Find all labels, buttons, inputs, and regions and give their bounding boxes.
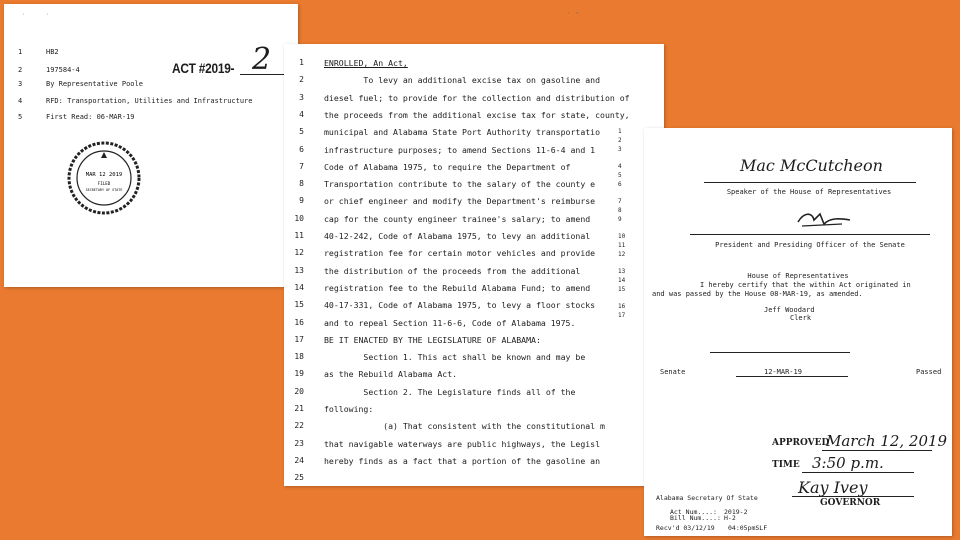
bill-num-value: H-2 bbox=[724, 514, 736, 522]
act-text-line: Code of Alabama 1975, to require the Department of bbox=[324, 161, 571, 172]
president-signature-scribble bbox=[794, 208, 854, 232]
clerk-title: Clerk bbox=[790, 314, 812, 322]
signature-page bbox=[644, 128, 952, 536]
line-number: 7 bbox=[299, 161, 304, 171]
act-text-line: registration fee for certain motor vehicles and provide bbox=[324, 248, 596, 259]
line-number: 12 bbox=[294, 248, 304, 258]
president-title: President and Presiding Officer of the Senate bbox=[715, 241, 905, 249]
senate-date: 12-MAR-19 bbox=[764, 368, 802, 376]
committee-referral: RFD: Transportation, Utilities and Infrastructure bbox=[46, 97, 253, 105]
act-text-line: and to repeal Section 11-6-6, Code of Alabama 1975. bbox=[324, 317, 576, 328]
first-read-date: First Read: 06-MAR-19 bbox=[46, 113, 135, 121]
margin-number: 1 bbox=[618, 128, 622, 135]
line-number: 25 bbox=[294, 473, 304, 483]
line-number: 3 bbox=[299, 92, 304, 102]
line-number: 2 bbox=[299, 75, 304, 85]
speaker-signature-line bbox=[704, 182, 916, 183]
line-number: 4 bbox=[18, 97, 23, 105]
act-label: ACT #2019- bbox=[172, 60, 235, 76]
line-number: 4 bbox=[299, 109, 304, 119]
act-num-label: Act Num....: bbox=[670, 508, 717, 516]
margin-number: 5 bbox=[618, 172, 622, 179]
act-text-line: the distribution of the proceeds from the additional bbox=[324, 265, 581, 276]
act-number-handwritten: 2 bbox=[252, 42, 272, 77]
margin-number: 4 bbox=[618, 163, 622, 170]
margin-number: 3 bbox=[618, 146, 622, 153]
margin-number: 12 bbox=[618, 251, 626, 258]
approved-line bbox=[822, 450, 932, 451]
margin-number: 7 bbox=[618, 198, 622, 205]
received-time: 04:05pmSLF bbox=[728, 524, 768, 532]
line-number: 13 bbox=[294, 265, 304, 275]
act-text-line: the proceeds from the additional excise tax for state, county, bbox=[324, 109, 630, 120]
act-number-underline bbox=[240, 74, 284, 75]
margin-number: 16 bbox=[618, 303, 626, 310]
senate-date-line bbox=[736, 376, 848, 377]
line-number: 14 bbox=[294, 282, 304, 292]
act-text-line: as the Rebuild Alabama Act. bbox=[324, 369, 458, 380]
president-signature-line bbox=[690, 234, 930, 235]
time-handwritten: 3:50 p.m. bbox=[812, 454, 884, 472]
line-number: 11 bbox=[294, 231, 304, 240]
line-number: 21 bbox=[294, 404, 304, 413]
line-number: 6 bbox=[299, 144, 304, 154]
line-number: 8 bbox=[299, 179, 304, 189]
certify-line-2: and was passed by the House 08-MAR-19, as amended. bbox=[652, 290, 863, 298]
margin-number: 8 bbox=[618, 207, 622, 214]
line-number: 24 bbox=[294, 455, 304, 465]
approved-label: APPROVED bbox=[772, 438, 830, 448]
line-number: 19 bbox=[294, 369, 304, 379]
margin-number: 13 bbox=[618, 268, 626, 275]
line-number: 10 bbox=[294, 213, 304, 223]
act-text-line: BE IT ENACTED BY THE LEGISLATURE OF ALABAMA: bbox=[324, 334, 541, 345]
clerk-name: Jeff Woodard bbox=[764, 306, 815, 314]
line-number: 20 bbox=[294, 386, 304, 396]
line-number: 3 bbox=[18, 80, 23, 88]
margin-number: 14 bbox=[618, 277, 626, 284]
act-text-line: municipal and Alabama State Port Authority transportatio bbox=[324, 127, 601, 138]
act-text-line: cap for the county engineer trainee's salary; to amend bbox=[324, 213, 591, 224]
margin-number: 6 bbox=[618, 181, 622, 188]
time-line bbox=[802, 472, 914, 473]
senate-status: Passed bbox=[916, 368, 942, 376]
margin-number: 15 bbox=[618, 286, 626, 293]
scan-marks: · · ' " bbox=[22, 12, 579, 18]
bill-num-label: Bill Num....: bbox=[670, 514, 721, 522]
speaker-title: Speaker of the House of Representatives bbox=[726, 188, 892, 196]
act-text-line: that navigable waterways are public highways, the Legisl bbox=[324, 438, 601, 449]
margin-number: 2 bbox=[618, 137, 622, 144]
stamp-line2: SECRETARY OF STATE bbox=[85, 188, 123, 192]
act-text-line: (a) That consistent with the constitutional m bbox=[324, 421, 605, 432]
margin-line-numbers bbox=[618, 128, 625, 319]
act-text-line: Section 2. The Legislature finds all of the bbox=[324, 386, 576, 397]
act-text-line: 40-12-242, Code of Alabama 1975, to levy an additional bbox=[324, 231, 591, 241]
governor-label: GOVERNOR bbox=[820, 498, 881, 508]
act-num-value: 2019-2 bbox=[724, 508, 748, 516]
senate-label: Senate bbox=[660, 368, 686, 376]
margin-number: 11 bbox=[618, 242, 626, 249]
line-number: 16 bbox=[294, 317, 304, 327]
secretary-of-state-seal-stamp bbox=[66, 140, 142, 216]
act-text-line: To levy an additional excise tax on gasoline and bbox=[324, 75, 601, 86]
line-number: 15 bbox=[294, 300, 304, 310]
bill-code: 197584-4 bbox=[46, 66, 80, 74]
line-number: 22 bbox=[294, 421, 304, 431]
line-number: 5 bbox=[299, 127, 304, 137]
line-number: 1 bbox=[299, 58, 304, 67]
sos-label: Alabama Secretary Of State bbox=[656, 494, 758, 502]
line-number: 2 bbox=[18, 66, 23, 74]
speaker-signature: Mac McCutcheon bbox=[740, 156, 883, 175]
line-number: 17 bbox=[294, 334, 304, 344]
line-number: 5 bbox=[18, 113, 23, 121]
governor-signature: Kay Ivey bbox=[798, 478, 868, 497]
margin-number: 9 bbox=[618, 216, 622, 223]
bill-id: HB2 bbox=[46, 48, 59, 56]
governor-signature-line bbox=[792, 496, 914, 497]
margin-number: 17 bbox=[618, 312, 626, 319]
approved-date-handwritten: March 12, 2019 bbox=[826, 432, 948, 450]
line-number: 23 bbox=[294, 438, 304, 448]
act-text-line: infrastructure purposes; to amend Sections 11-6-4 and 1 bbox=[324, 144, 596, 155]
enrolled-heading: ENROLLED, An Act, bbox=[324, 58, 408, 68]
line-number: 18 bbox=[294, 352, 304, 362]
stamp-date: MAR 12 2019 bbox=[85, 172, 123, 178]
senate-blank-line bbox=[710, 352, 850, 353]
received-date: Recv'd 03/12/19 bbox=[656, 524, 715, 532]
sponsor: By Representative Poole bbox=[46, 80, 143, 88]
act-text-line: Transportation contribute to the salary of the county e bbox=[324, 179, 596, 190]
time-label: TIME bbox=[772, 460, 800, 470]
line-number: 1 bbox=[18, 48, 23, 56]
certify-line-1: I hereby certify that the within Act originated in bbox=[700, 281, 911, 289]
act-text-line: following: bbox=[324, 404, 374, 414]
act-text-line: registration fee to the Rebuild Alabama Fund; to amend bbox=[324, 282, 591, 293]
line-number: 9 bbox=[299, 196, 304, 206]
act-text-line: Section 1. This act shall be known and may be bbox=[324, 352, 586, 363]
act-text-line: 40-17-331, Code of Alabama 1975, to levy a floor stocks bbox=[324, 300, 596, 311]
stamp-line1: FILED bbox=[97, 181, 111, 186]
margin-number: 10 bbox=[618, 233, 626, 240]
enrolled-act-page bbox=[284, 44, 664, 486]
act-text-line: hereby finds as a fact that a portion of the gasoline an bbox=[324, 455, 601, 466]
house-heading: House of Representatives bbox=[747, 272, 849, 280]
act-text-line: diesel fuel; to provide for the collection and distribution of bbox=[324, 92, 630, 103]
act-text-line: or chief engineer and modify the Department's reimburse bbox=[324, 196, 596, 207]
